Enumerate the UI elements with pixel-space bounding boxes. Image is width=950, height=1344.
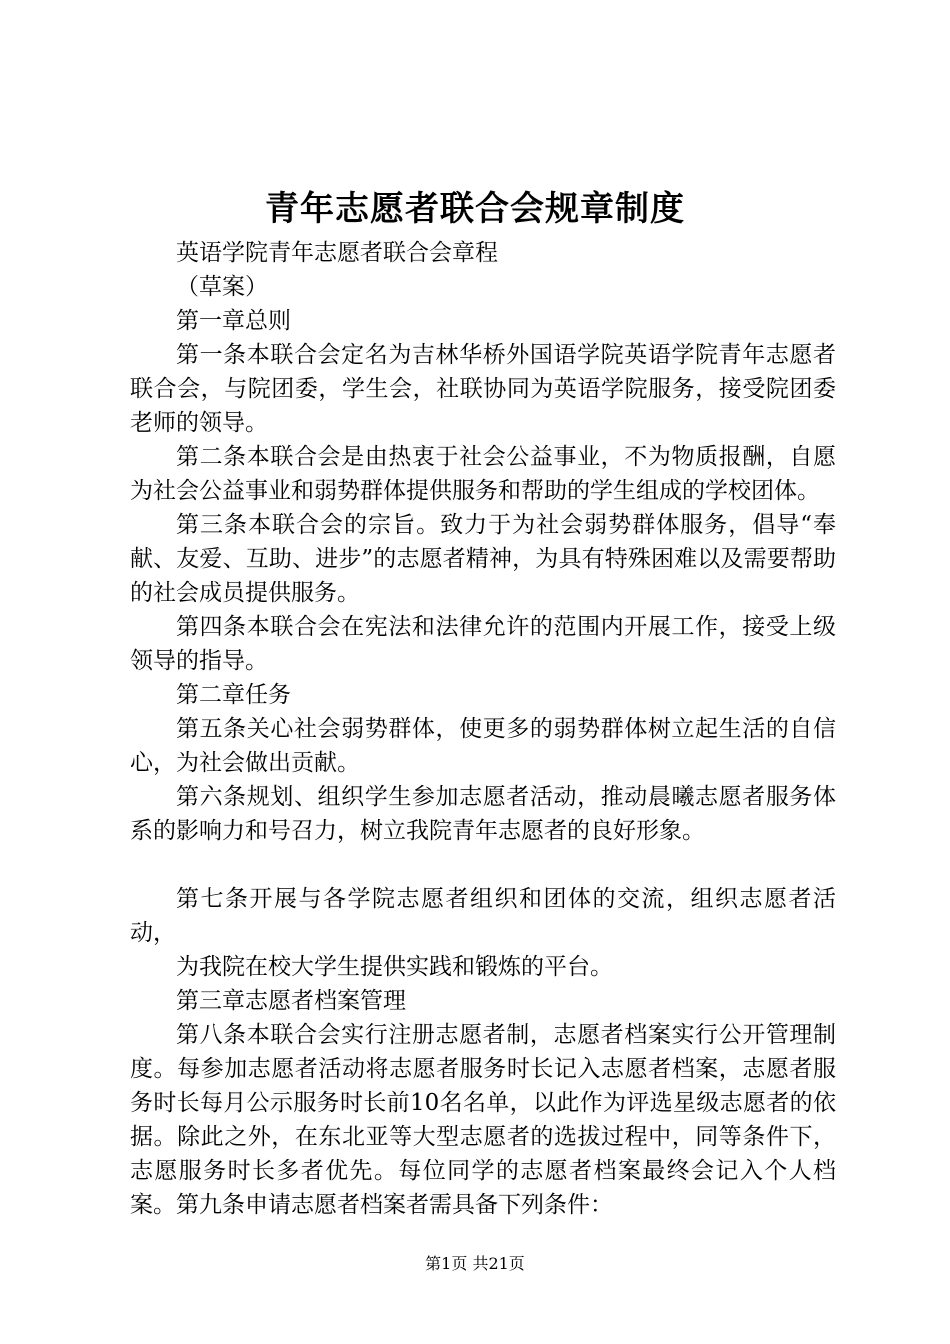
article-7-continued: 为我院在校大学生提供实践和锻炼的平台。 xyxy=(176,954,613,980)
article-1: 第一条本联合会定名为吉林华桥外国语学院英语学院青年志愿者联合会，与院团委，学生会，社联协同为英语学院服务，接受院团委老师的领导。 xyxy=(130,342,836,436)
article-4: 第四条本联合会在宪法和法律允许的范围内开展工作，接受上级领导的指导。 xyxy=(130,614,836,674)
article-8: 第八条本联合会实行注册志愿者制，志愿者档案实行公开管理制度。每参加志愿者活动将志愿者服务时长记入志愿者档案，志愿者服务时长每月公示服务时长前10名名单，以此作为评选星级志愿者的依据。除此之外，在东北亚等大型志愿者的选拔过程中，同等条件下，志愿服务时长多者优先。每位同学的志愿者档案最终会记入个人档案。第九条申请志愿者档案者需具备下列条件： xyxy=(130,1022,836,1218)
paragraph-draft-note: （草案） xyxy=(176,274,268,300)
document-title: 青年志愿者联合会规章制度 xyxy=(265,189,685,229)
chapter-heading-2: 第二章任务 xyxy=(176,682,291,708)
article-6: 第六条规划、组织学生参加志愿者活动，推动晨曦志愿者服务体系的影响力和号召力，树立我院青年志愿者的良好形象。 xyxy=(130,784,836,844)
paragraph-charter-name: 英语学院青年志愿者联合会章程 xyxy=(176,240,498,266)
document-body xyxy=(130,236,836,1222)
article-2: 第二条本联合会是由热衷于社会公益事业，不为物质报酬，自愿为社会公益事业和弱势群体提供服务和帮助的学生组成的学校团体。 xyxy=(130,444,836,504)
chapter-heading-3: 第三章志愿者档案管理 xyxy=(176,988,406,1014)
article-3: 第三条本联合会的宗旨。致力于为社会弱势群体服务，倡导“奉献、友爱、互助、进步”的志愿者精神，为具有特殊困难以及需要帮助的社会成员提供服务。 xyxy=(130,512,836,606)
article-7: 第七条开展与各学院志愿者组织和团体的交流，组织志愿者活动， xyxy=(130,886,836,946)
page-number-footer: 第1页 共21页 xyxy=(425,1254,525,1273)
article-5: 第五条关心社会弱势群体，使更多的弱势群体树立起生活的自信心，为社会做出贡献。 xyxy=(130,716,836,776)
chapter-heading-1: 第一章总则 xyxy=(176,308,291,334)
